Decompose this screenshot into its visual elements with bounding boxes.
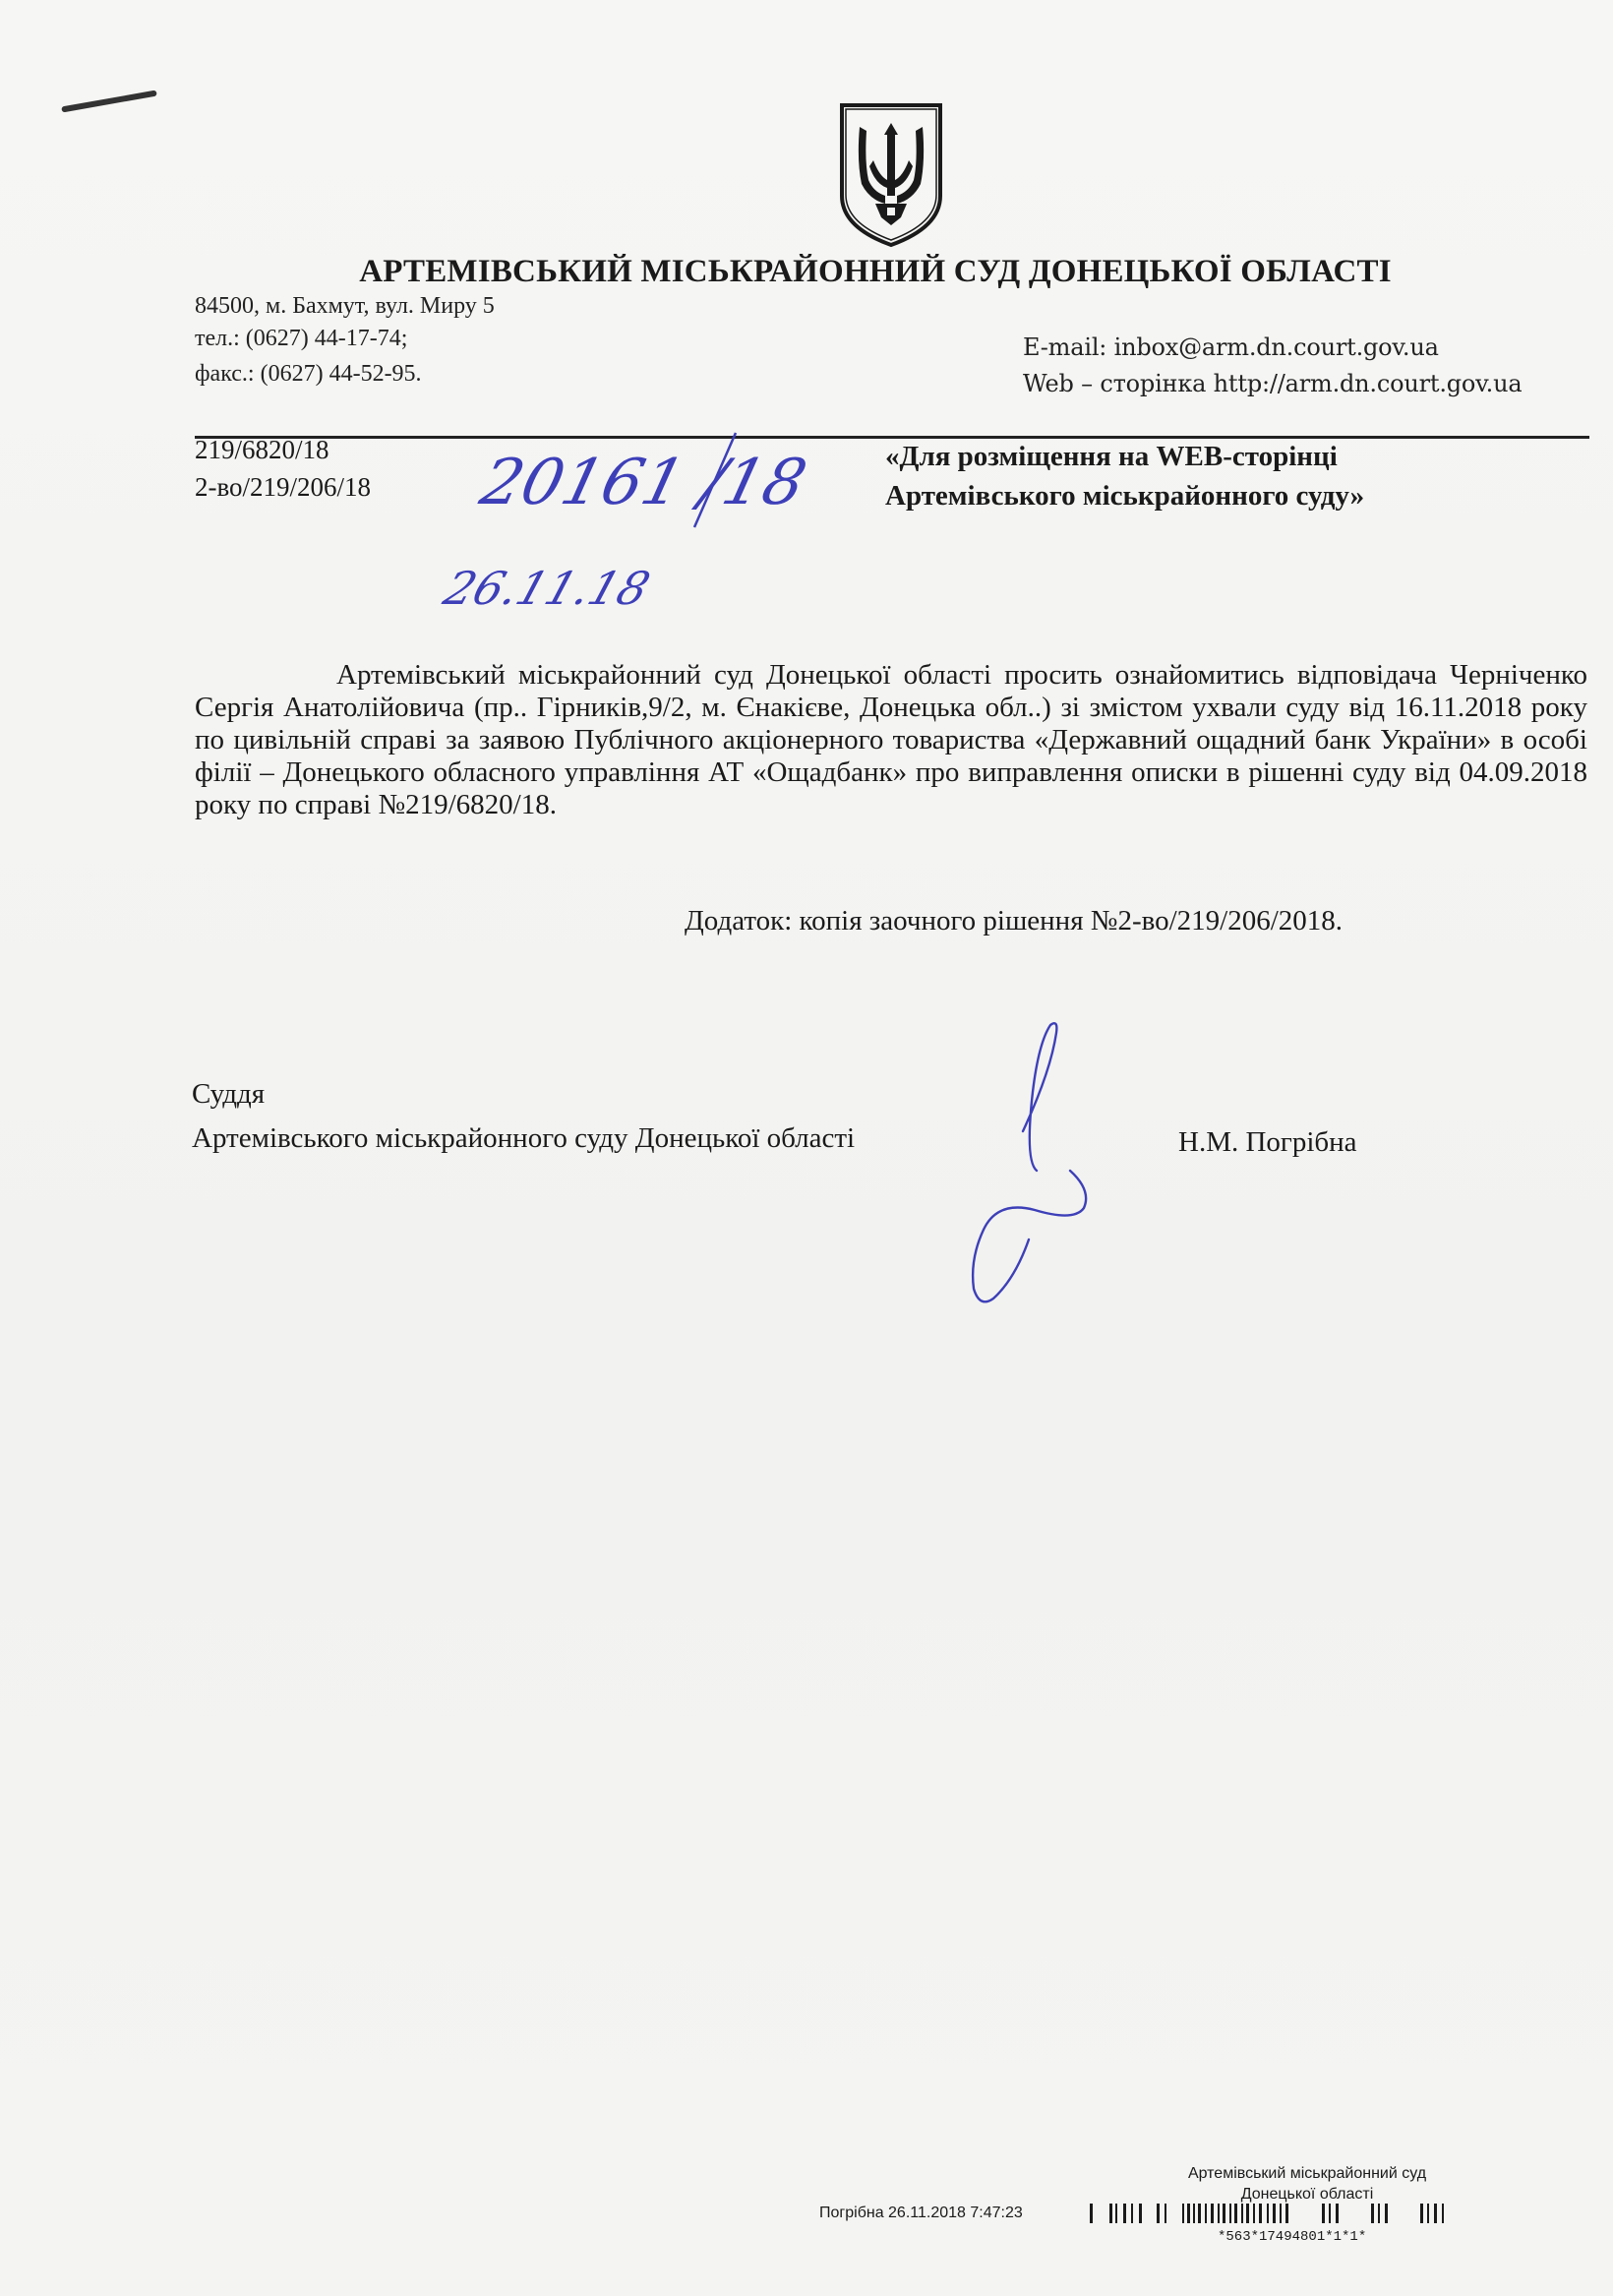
svg-text:26.11.18: 26.11.18 <box>437 563 656 616</box>
court-phone: тел.: (0627) 44-17-74; <box>195 326 408 351</box>
judge-title: Суддя <box>192 1078 266 1110</box>
handwritten-signature <box>964 1013 1111 1318</box>
header-divider <box>195 436 1589 439</box>
pen-stroke-mark <box>61 91 157 113</box>
court-fax: факс.: (0627) 44-52-95. <box>195 361 422 387</box>
court-email: E-mail: inbox@arm.dn.court.gov.ua <box>1023 333 1439 361</box>
court-website: Web – сторінка http://arm.dn.court.gov.ua <box>1023 370 1523 397</box>
registration-stamp: Погрібна 26.11.2018 7:47:23 <box>819 2205 1023 2221</box>
svg-text:20161 /18: 20161 /18 <box>473 446 813 519</box>
case-number: 219/6820/18 <box>195 435 329 464</box>
judge-name: Н.М. Погрібна <box>1178 1126 1357 1158</box>
handwritten-date <box>437 551 656 620</box>
court-name-heading: АРТЕМІВСЬКИЙ МІСЬКРАЙОННИЙ СУД ДОНЕЦЬКОЇ ОБЛАСТІ <box>359 254 1392 289</box>
judge-court: Артемівського міськрайонного суду Донецької області <box>192 1122 856 1154</box>
for-web-note-line2: Артемівського міськрайонного суду» <box>885 480 1365 512</box>
trident-emblem-icon <box>836 101 946 249</box>
attachment-note: Додаток: копія заочного рішення №2-во/219/206/2018. <box>685 905 1344 937</box>
barcode-text: *563*17494801*1*1* <box>1218 2229 1367 2245</box>
handwritten-incoming-number <box>473 423 813 531</box>
letter-body-paragraph: Артемівський міськрайонний суд Донецької області просить ознайомитись відповідача Черніченко Сергія Анатолійовича (пр.. Гірників,9/2, м. Єнакієве, Донецька обл..) зі змістом ухвали суду від 16.11.2018 року по цивільній справі за заявою Публічного акціонерного товариства «Державний ощадний банк України» в особі філії – Донецького обласного управління АТ «Ощадбанк» про виправлення описки в рішенні суду від 04.09.2018 року по справі №219/6820/18. <box>195 659 1587 820</box>
proceeding-number: 2-во/219/206/18 <box>195 472 372 502</box>
for-web-note-line1: «Для розміщення на WEB-сторінці <box>885 441 1338 472</box>
stamp-court-line2: Донецької області <box>1240 2186 1374 2203</box>
court-address: 84500, м. Бахмут, вул. Миру 5 <box>195 293 495 319</box>
barcode-icon <box>1086 2202 1548 2225</box>
stamp-court-line1: Артемівський міськрайонний суд <box>1187 2165 1427 2182</box>
